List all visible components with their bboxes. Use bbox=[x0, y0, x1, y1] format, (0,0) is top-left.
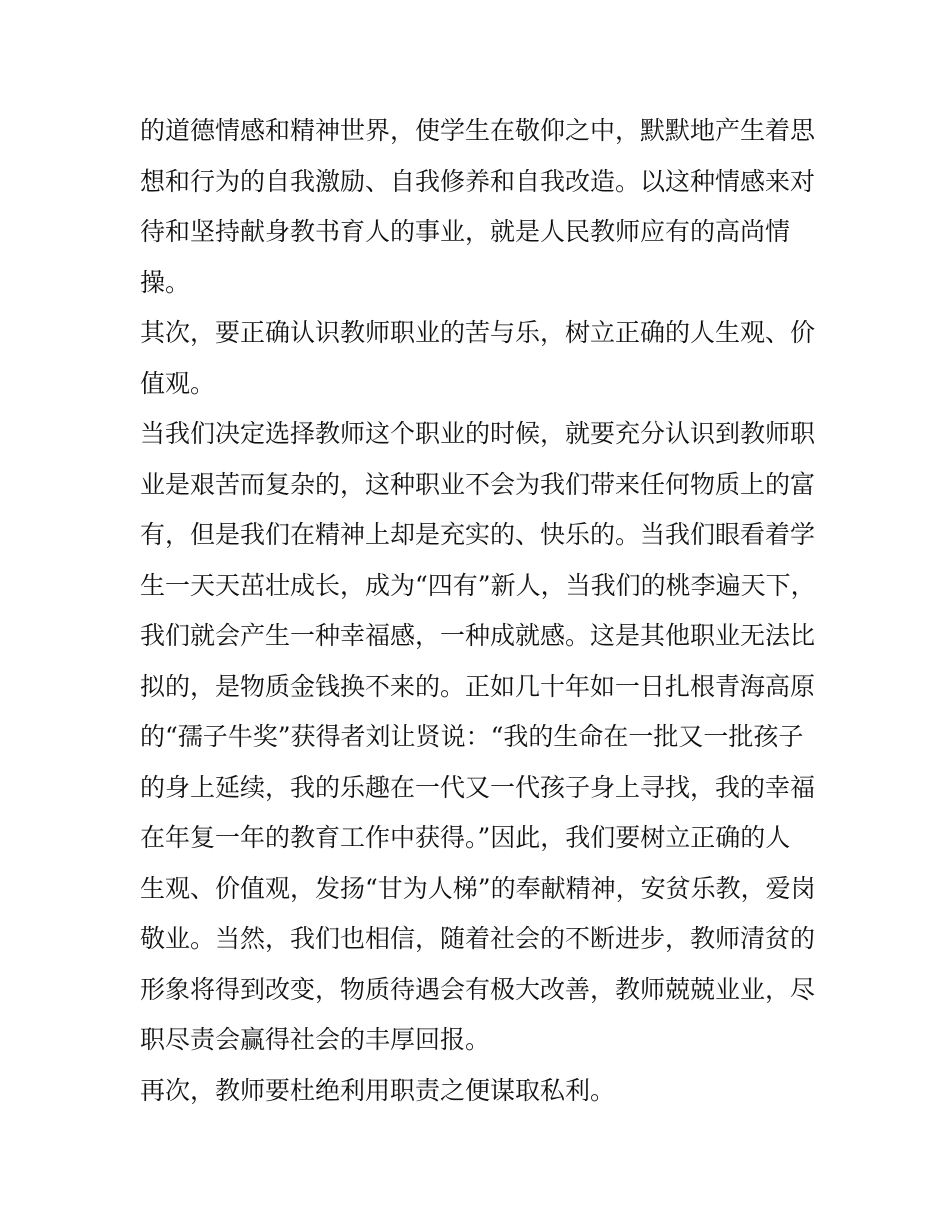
text-line: 业是艰苦而复杂的，这种职业不会为我们带来任何物质上的富 bbox=[140, 469, 816, 499]
text-line: 的“孺子牛奖”获得者刘让贤说：“我的生命在一批又一批孩子 bbox=[140, 722, 804, 751]
text-line: 再次，教师要杜绝利用职责之便谋取私利。 bbox=[140, 1075, 616, 1105]
text-line: 拟的，是物质金钱换不来的。正如几十年如一日扎根青海高原 bbox=[140, 671, 816, 701]
text-line: 的道德情感和精神世界，使学生在敬仰之中，默默地产生着思 bbox=[140, 116, 816, 145]
text-line: 待和坚持献身教书育人的事业，就是人民教师应有的高尚情 bbox=[140, 217, 791, 246]
body-text bbox=[140, 106, 820, 1116]
text-line: 操。 bbox=[140, 267, 191, 297]
text-line: 想和行为的自我激励、自我修养和自我改造。以这种情感来对 bbox=[140, 166, 816, 196]
text-line: 敬业。当然，我们也相信，随着社会的不断进步，教师清贫的 bbox=[140, 924, 816, 953]
text-line: 其次，要正确认识教师职业的苦与乐，树立正确的人生观、价 bbox=[140, 318, 816, 347]
text-line: 值观。 bbox=[140, 368, 216, 398]
text-line: 的身上延续，我的乐趣在一代又一代孩子身上寻找，我的幸福 bbox=[140, 772, 816, 802]
text-line: 我们就会产生一种幸福感，一种成就感。这是其他职业无法比 bbox=[140, 621, 816, 650]
text-line: 有，但是我们在精神上却是充实的、快乐的。当我们眼看着学 bbox=[140, 520, 816, 549]
text-line: 生观、价值观，发扬“甘为人梯”的奉献精神，安贫乐教，爱岗 bbox=[140, 873, 816, 903]
text-line: 形象将得到改变，物质待遇会有极大改善，教师兢兢业业，尽 bbox=[140, 974, 816, 1004]
text-line: 在年复一年的教育工作中获得。”因此，我们要树立正确的人 bbox=[140, 823, 791, 852]
text-line: 职尽责会赢得社会的丰厚回报。 bbox=[140, 1025, 491, 1054]
text-line: 生一天天茁壮成长，成为“四有”新人，当我们的桃李遍天下， bbox=[140, 570, 816, 600]
text-line: 当我们决定选择教师这个职业的时候，就要充分认识到教师职 bbox=[140, 419, 816, 448]
